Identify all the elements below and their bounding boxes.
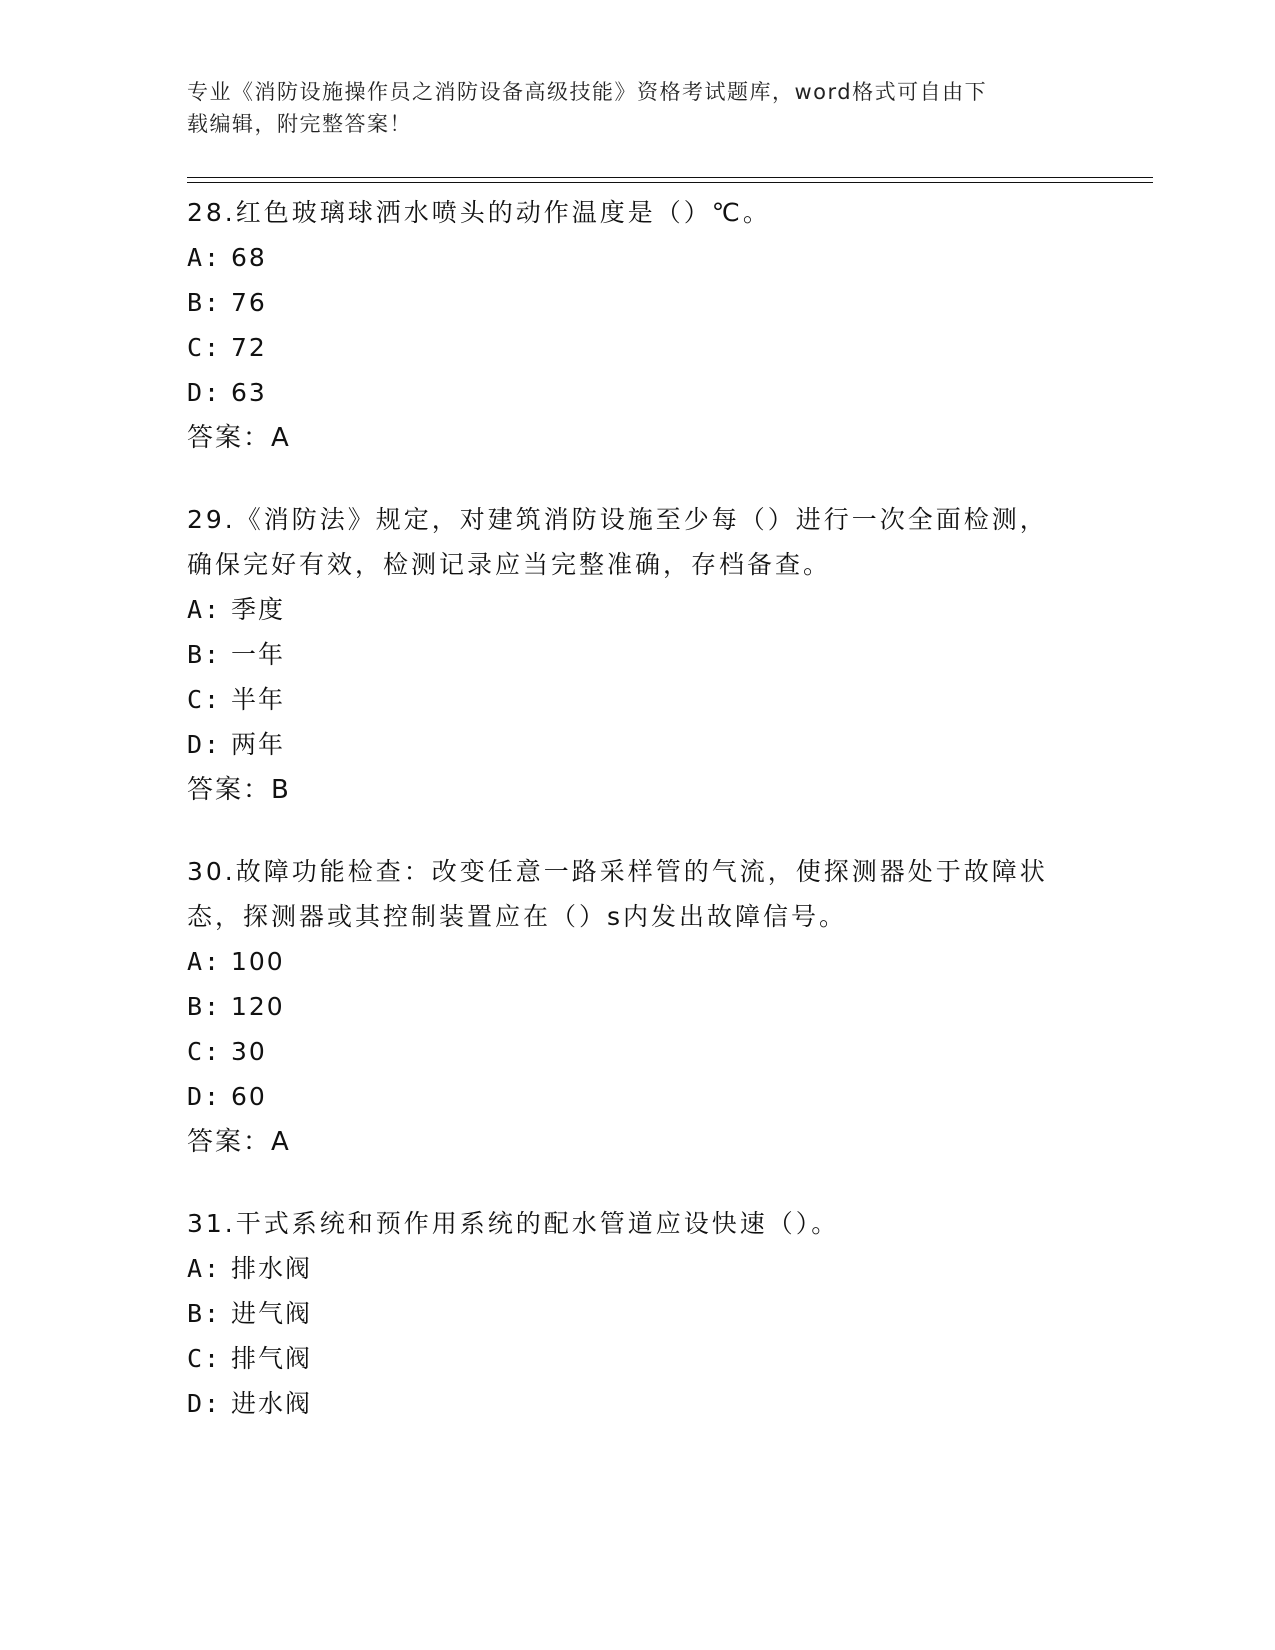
option-text: 排气阀: [231, 1344, 313, 1373]
option-letter: B:: [187, 992, 222, 1021]
option-letter: C:: [187, 1037, 222, 1066]
answer-label: 答案：: [187, 423, 272, 453]
option-letter: A:: [187, 1254, 222, 1283]
question-stem-line: 28.红色玻璃球洒水喷头的动作温度是（）℃。: [187, 198, 771, 227]
answer-value: B: [271, 775, 291, 805]
header-divider-top: [187, 177, 1153, 178]
option-letter: C:: [187, 1344, 222, 1373]
answer-line: [187, 415, 1087, 461]
header-line-2: 载编辑，附完整答案！: [187, 112, 412, 136]
option-text: 一年: [231, 640, 286, 669]
option-text: 63: [231, 378, 267, 407]
option-d: [187, 722, 1087, 767]
option-b: [187, 1291, 1087, 1336]
question-28: [187, 190, 1087, 461]
question-29: [187, 497, 1087, 813]
question-stem-line: 30.故障功能检查：改变任意一路采样管的气流，使探测器处于故障状: [187, 857, 1048, 886]
question-stem-line: 29.《消防法》规定，对建筑消防设施至少每（）进行一次全面检测，: [187, 505, 1048, 534]
option-letter: A:: [187, 947, 222, 976]
option-letter: A:: [187, 595, 222, 624]
question-stem: [187, 849, 1087, 939]
option-letter: D:: [187, 1389, 222, 1418]
option-letter: A:: [187, 243, 222, 272]
answer-line: [187, 1119, 1087, 1165]
question-stem: [187, 190, 1087, 235]
question-stem-line: 态，探测器或其控制装置应在（）s内发出故障信号。: [187, 902, 848, 931]
question-stem: [187, 497, 1087, 587]
question-stem: [187, 1201, 1087, 1246]
option-letter: D:: [187, 1082, 222, 1111]
option-text: 进气阀: [231, 1299, 313, 1328]
option-text: 两年: [231, 730, 286, 759]
option-text: 半年: [231, 685, 286, 714]
option-text: 进水阀: [231, 1389, 313, 1418]
option-text: 30: [231, 1037, 267, 1066]
question-stem-line: 确保完好有效，检测记录应当完整准确，存档备查。: [187, 550, 832, 579]
header-divider-bottom: [187, 182, 1153, 183]
question-stem-line: 31.干式系统和预作用系统的配水管道应设快速（）。: [187, 1209, 840, 1238]
question-list: [187, 190, 1087, 1462]
option-letter: D:: [187, 730, 222, 759]
document-header: [187, 76, 1067, 140]
answer-value: A: [271, 423, 291, 453]
option-letter: C:: [187, 333, 222, 362]
option-a: [187, 587, 1087, 632]
option-d: [187, 1381, 1087, 1426]
header-line-1: 专业《消防设施操作员之消防设备高级技能》资格考试题库，word格式可自由下: [187, 80, 988, 104]
question-31: [187, 1201, 1087, 1426]
question-30: [187, 849, 1087, 1165]
option-letter: B:: [187, 640, 222, 669]
option-text: 76: [231, 288, 267, 317]
option-a: [187, 939, 1087, 984]
option-d: [187, 1074, 1087, 1119]
option-letter: B:: [187, 288, 222, 317]
option-d: [187, 370, 1087, 415]
option-b: [187, 632, 1087, 677]
option-text: 60: [231, 1082, 267, 1111]
answer-label: 答案：: [187, 775, 272, 805]
option-text: 120: [231, 992, 285, 1021]
option-c: [187, 1336, 1087, 1381]
option-text: 72: [231, 333, 267, 362]
option-a: [187, 1246, 1087, 1291]
answer-value: A: [271, 1127, 291, 1157]
option-b: [187, 984, 1087, 1029]
answer-label: 答案：: [187, 1127, 272, 1157]
option-text: 68: [231, 243, 267, 272]
option-c: [187, 677, 1087, 722]
option-text: 季度: [231, 595, 286, 624]
option-c: [187, 1029, 1087, 1074]
answer-line: [187, 767, 1087, 813]
option-letter: B:: [187, 1299, 222, 1328]
option-letter: D:: [187, 378, 222, 407]
option-a: [187, 235, 1087, 280]
option-text: 100: [231, 947, 285, 976]
option-c: [187, 325, 1087, 370]
option-text: 排水阀: [231, 1254, 313, 1283]
option-b: [187, 280, 1087, 325]
option-letter: C:: [187, 685, 222, 714]
